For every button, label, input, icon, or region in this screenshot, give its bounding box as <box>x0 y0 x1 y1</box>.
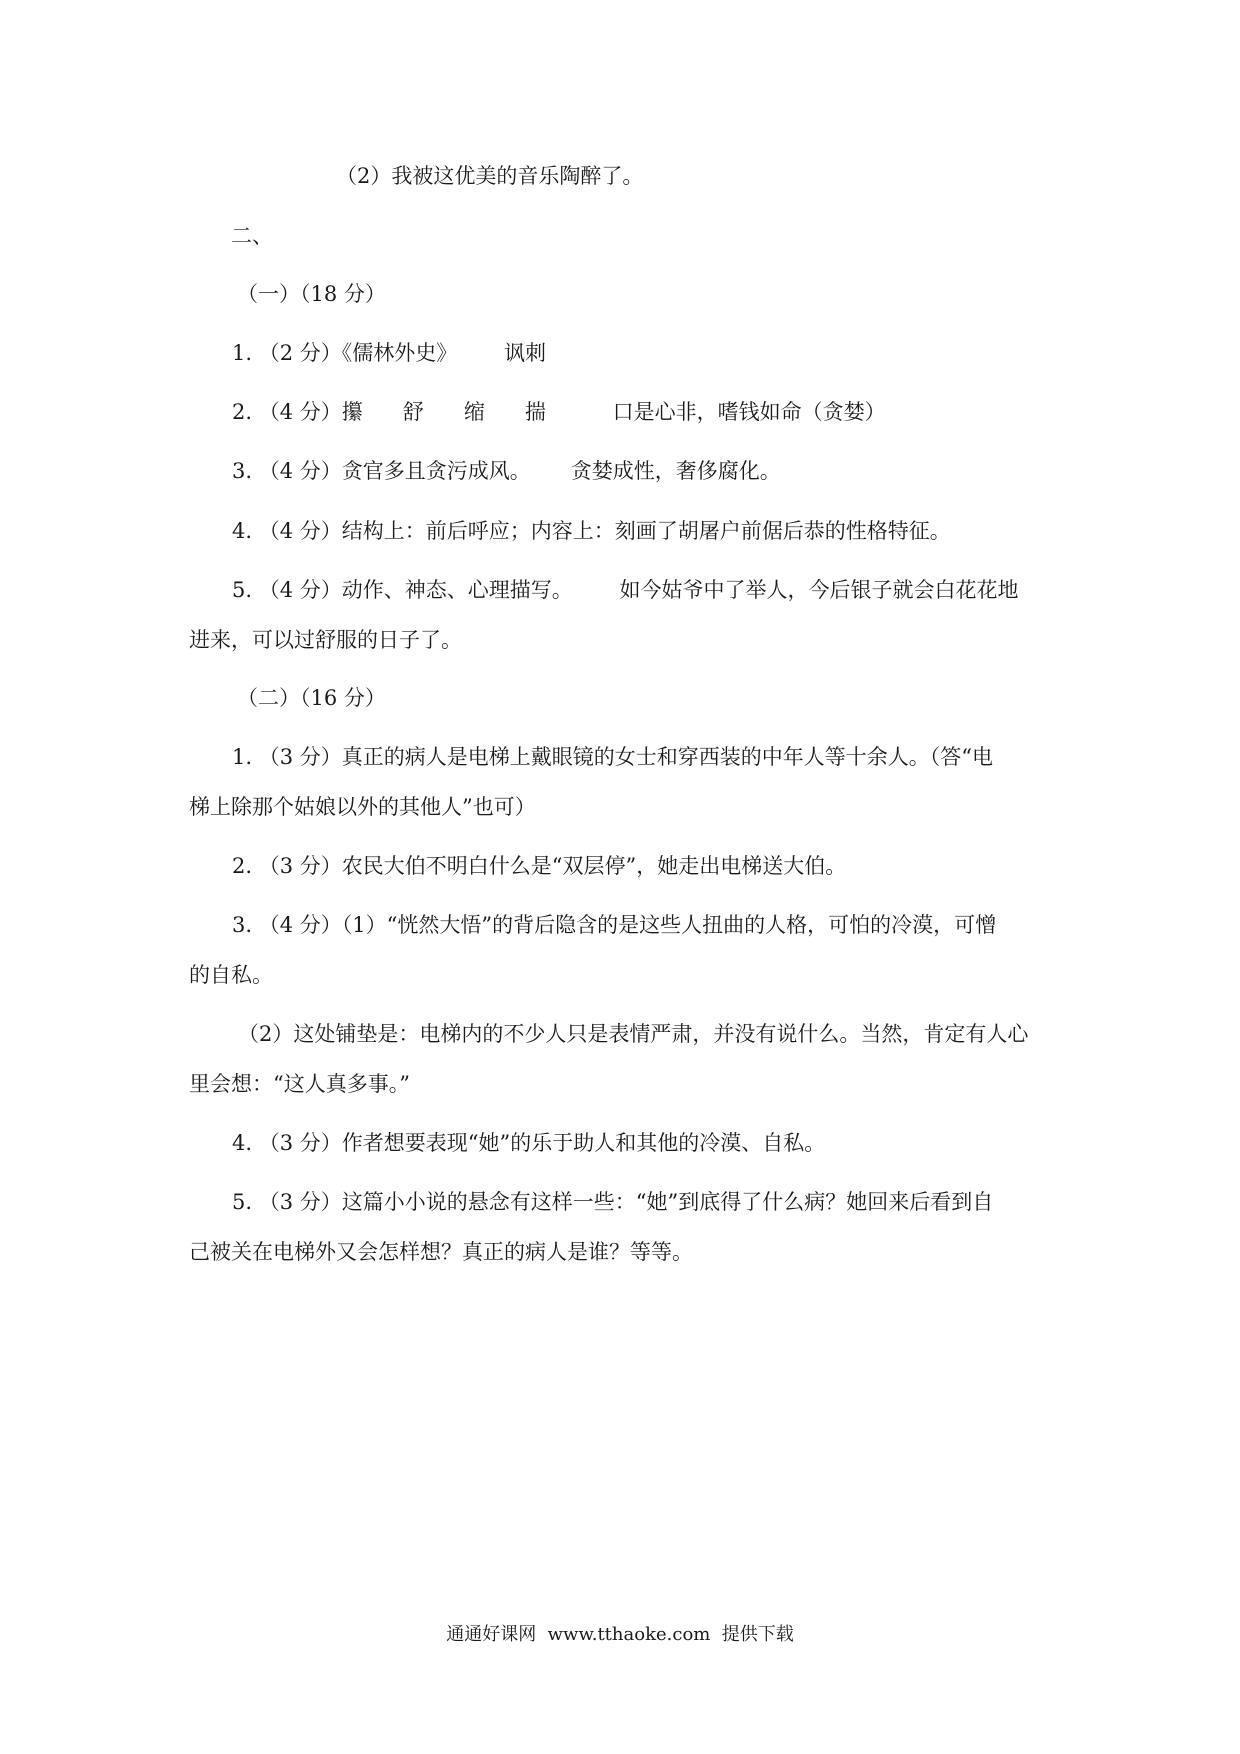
answer-line-1: （2）我被这优美的音乐陶醉了。 <box>336 164 644 188</box>
answer-line-3: 2. （4 分）攥 舒 缩 揣 口是心非，嗜钱如命（贪婪） <box>232 400 886 424</box>
answer-line-14: 里会想：“这人真多事。” <box>189 1072 410 1096</box>
answer-line-15: 4. （3 分）作者想要表现“她”的乐于助人和其他的冷漠、自私。 <box>232 1131 826 1155</box>
answer-line-11: 3. （4 分）（1）“恍然大悟”的背后隐含的是这些人扭曲的人格，可怕的冷漠，可憎 <box>232 913 997 937</box>
subsection-heading-2: （二）（16 分） <box>237 686 386 710</box>
answer-line-10: 2. （3 分）农民大伯不明白什么是“双层停”，她走出电梯送大伯。 <box>232 854 847 878</box>
section-heading-two: 二、 <box>231 224 273 248</box>
answer-line-8: 1. （3 分）真正的病人是电梯上戴眼镜的女士和穿西装的中年人等十余人。（答“电 <box>232 745 993 769</box>
answer-line-7: 进来，可以过舒服的日子了。 <box>189 628 462 652</box>
answer-line-9: 梯上除那个姑娘以外的其他人”也可） <box>189 795 536 819</box>
subsection-heading-1: （一）（18 分） <box>237 282 386 306</box>
answer-line-6: 5. （4 分）动作、神态、心理描写。 如今姑爷中了举人，今后银子就会白花花地 <box>232 578 1019 602</box>
answer-line-13: （2）这处铺垫是：电梯内的不少人只是表情严肃，并没有说什么。当然，肯定有人心 <box>238 1022 1029 1046</box>
answer-line-16: 5. （3 分）这篇小小说的悬念有这样一些：“她”到底得了什么病？她回来后看到自 <box>232 1190 994 1214</box>
answer-line-17: 己被关在电梯外又会怎样想？真正的病人是谁？等等。 <box>189 1240 693 1264</box>
page-footer: 通通好课网 www.tthaoke.com 提供下载 <box>446 1624 794 1645</box>
answer-line-5: 4. （4 分）结构上：前后呼应；内容上：刻画了胡屠户前倨后恭的性格特征。 <box>232 519 951 543</box>
answer-line-12: 的自私。 <box>189 963 273 987</box>
answer-line-2: 1. （2 分）《儒林外史》 讽刺 <box>232 341 546 365</box>
answer-line-4: 3. （4 分）贪官多且贪污成风。 贪婪成性，奢侈腐化。 <box>232 459 781 483</box>
